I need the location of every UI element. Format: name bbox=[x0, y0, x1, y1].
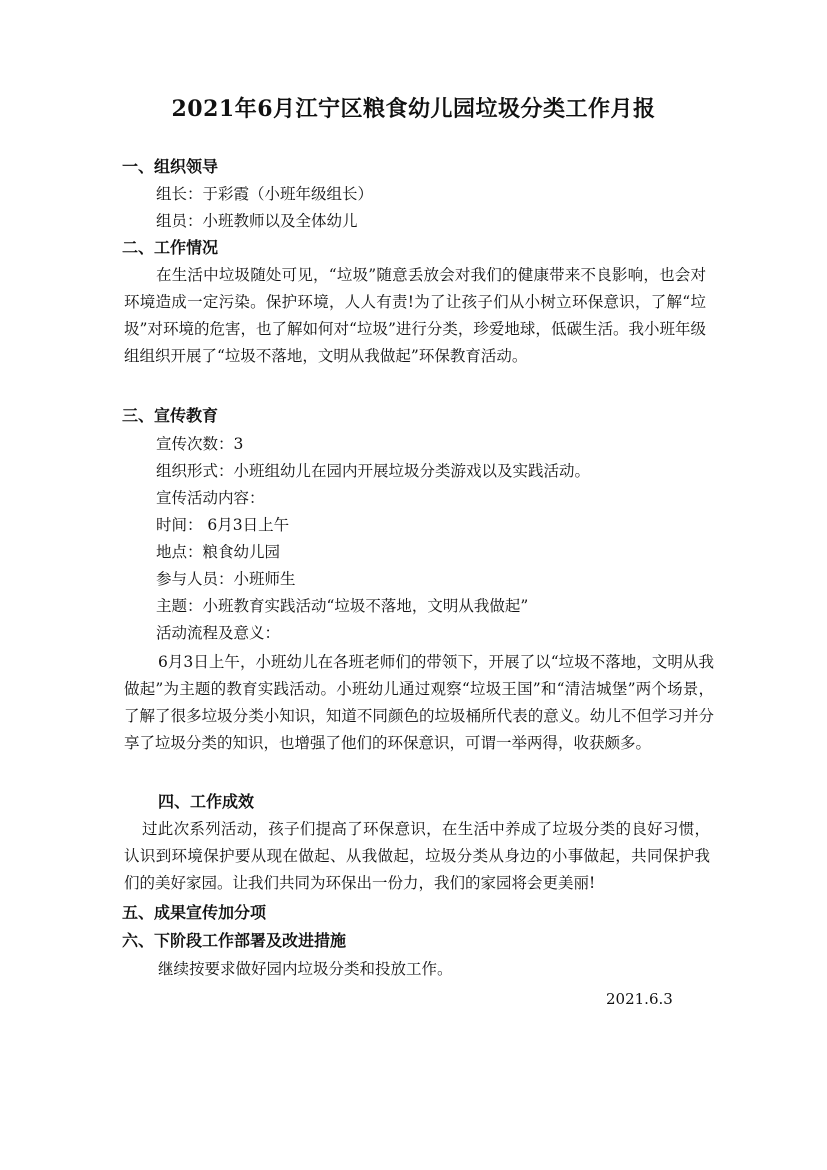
document-title: 2021年6月江宁区粮食幼儿园垃圾分类工作月报 bbox=[171, 96, 656, 122]
next-steps-line: 继续按要求做好园内垃圾分类和投放工作。 bbox=[158, 960, 453, 978]
activity-place-line: 地点：粮食幼儿园 bbox=[156, 543, 281, 561]
publicity-count-line: 宣传次数：3 bbox=[156, 435, 244, 453]
section-4-heading: 四、工作成效 bbox=[158, 792, 255, 811]
group-leader-line: 组长：于彩霞（小班年级组长） bbox=[156, 185, 374, 203]
activity-content-label: 宣传活动内容： bbox=[156, 489, 265, 507]
section-5-heading: 五、成果宣传加分项 bbox=[122, 903, 267, 922]
activity-process-paragraph: 6月3日上午，小班幼儿在各班老师们的带领下，开展了以“垃圾不落地，文明从我做起”为主题的教育实践活动。小班幼儿通过观察“垃圾王国”和“清洁城堡”两个场景，了解了很多垃圾分类小知识，知道不同颜色的垃圾桶所代表的意义。幼儿不但学习并分享了垃圾分类的知识，也增强了他们的环保意识，可谓一举两得，收获颇多。 bbox=[124, 653, 714, 752]
work-situation-paragraph: 在生活中垃圾随处可见，“垃圾”随意丢放会对我们的健康带来不良影响，也会对环境造成一定污染。保护环境，人人有责!为了让孩子们从小树立环保意识，了解“垃圾”对环境的危害，也了解如何对“垃圾”进行分类，珍爱地球，低碳生活。我小班年级组组织开展了“垃圾不落地，文明从我做起”环保教育活动。 bbox=[124, 266, 706, 365]
activity-theme-line: 主题：小班教育实践活动“垃圾不落地，文明从我做起” bbox=[156, 597, 529, 615]
section-6-heading: 六、下阶段工作部署及改进措施 bbox=[122, 931, 347, 950]
section-2-heading: 二、工作情况 bbox=[122, 238, 219, 257]
activity-time-line: 时间： 6月3日上午 bbox=[156, 516, 290, 534]
participants-line: 参与人员：小班师生 bbox=[156, 570, 296, 588]
work-results-paragraph: 过此次系列活动，孩子们提高了环保意识，在生活中养成了垃圾分类的良好习惯，认识到环境保护要从现在做起、从我做起，垃圾分类从身边的小事做起，共同保护我们的美好家园。让我们共同为环保出一份力，我们的家园将会更美丽! bbox=[124, 820, 710, 892]
organization-form-line: 组织形式：小班组幼儿在园内开展垃圾分类游戏以及实践活动。 bbox=[156, 462, 591, 480]
report-date: 2021.6.3 bbox=[606, 990, 673, 1008]
group-members-line: 组员：小班教师以及全体幼儿 bbox=[156, 212, 358, 230]
section-1-heading: 一、组织领导 bbox=[122, 157, 219, 176]
activity-process-label: 活动流程及意义： bbox=[156, 624, 281, 642]
section-3-heading: 三、宣传教育 bbox=[122, 406, 219, 425]
